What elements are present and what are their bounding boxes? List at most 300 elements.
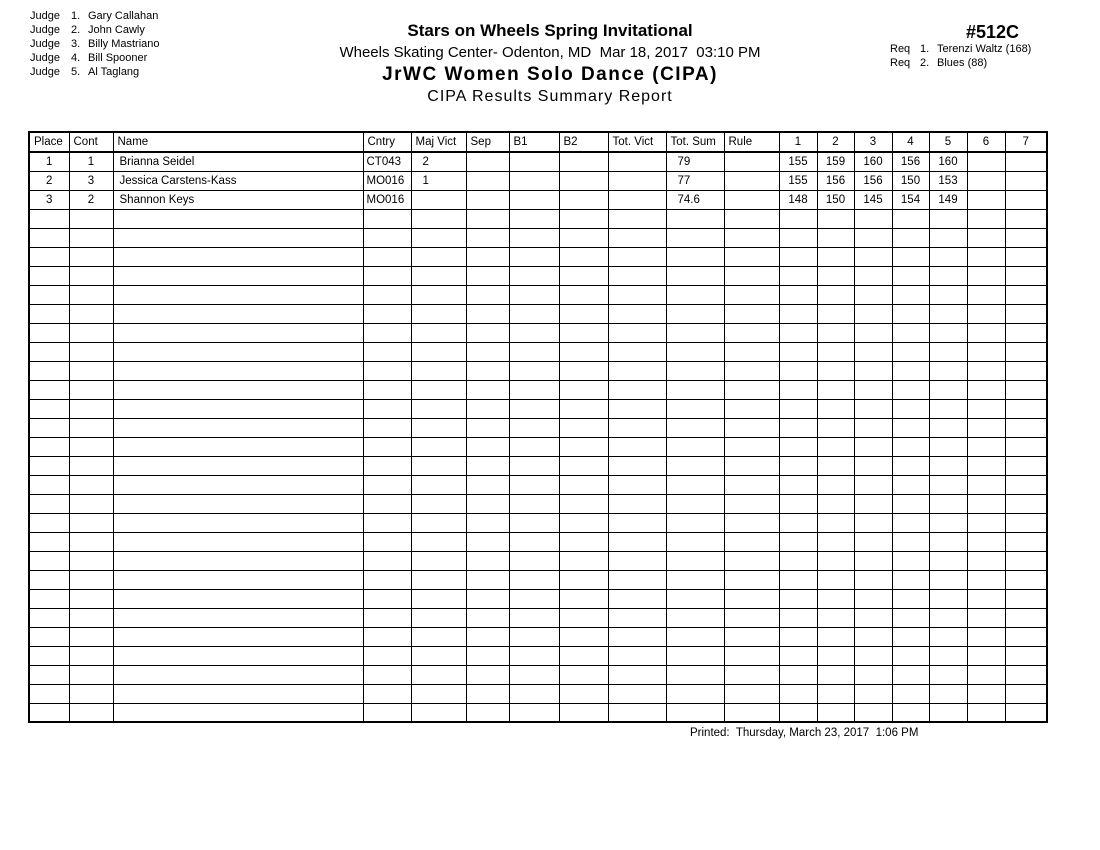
table-cell xyxy=(559,342,608,361)
table-cell xyxy=(69,570,113,589)
table-cell xyxy=(854,646,892,665)
table-cell xyxy=(817,342,854,361)
table-cell xyxy=(411,494,466,513)
judge-number: 4. xyxy=(71,52,81,64)
table-cell xyxy=(113,437,363,456)
table-cell xyxy=(724,646,779,665)
table-cell xyxy=(892,703,929,722)
table-cell xyxy=(817,361,854,380)
table-cell xyxy=(854,703,892,722)
table-cell xyxy=(929,627,967,646)
table-cell xyxy=(69,456,113,475)
table-cell xyxy=(779,342,817,361)
table-cell xyxy=(363,266,411,285)
table-cell xyxy=(929,532,967,551)
table-cell xyxy=(817,380,854,399)
empty-table-row xyxy=(29,513,1047,532)
table-cell xyxy=(967,703,1005,722)
table-cell xyxy=(929,646,967,665)
table-cell xyxy=(363,684,411,703)
req-label: Req xyxy=(890,57,911,69)
table-cell xyxy=(69,475,113,494)
table-cell xyxy=(113,703,363,722)
table-cell xyxy=(113,551,363,570)
table-cell: 1 xyxy=(411,171,466,190)
table-cell xyxy=(29,551,69,570)
table-cell xyxy=(69,228,113,247)
table-cell xyxy=(892,570,929,589)
table-cell xyxy=(113,323,363,342)
table-cell xyxy=(363,703,411,722)
table-cell xyxy=(854,665,892,684)
table-cell xyxy=(69,418,113,437)
column-header-cont: Cont xyxy=(69,132,113,152)
table-cell xyxy=(363,228,411,247)
table-cell xyxy=(29,608,69,627)
table-cell: 160 xyxy=(854,152,892,171)
table-cell xyxy=(69,494,113,513)
table-cell xyxy=(29,532,69,551)
table-cell xyxy=(363,494,411,513)
table-cell xyxy=(113,646,363,665)
table-cell xyxy=(967,570,1005,589)
table-cell xyxy=(608,399,666,418)
table-cell xyxy=(892,627,929,646)
table-cell xyxy=(466,456,509,475)
table-cell xyxy=(363,361,411,380)
table-cell xyxy=(559,608,608,627)
table-cell xyxy=(29,646,69,665)
column-header-4: 4 xyxy=(892,132,929,152)
empty-table-row xyxy=(29,285,1047,304)
empty-table-row xyxy=(29,475,1047,494)
table-cell xyxy=(854,228,892,247)
table-cell xyxy=(967,418,1005,437)
table-cell xyxy=(779,437,817,456)
table-cell xyxy=(666,570,724,589)
table-cell xyxy=(509,266,559,285)
table-cell xyxy=(817,475,854,494)
table-cell xyxy=(559,266,608,285)
table-cell xyxy=(1005,247,1047,266)
table-cell xyxy=(666,399,724,418)
table-cell xyxy=(1005,152,1047,171)
table-cell xyxy=(967,627,1005,646)
table-cell xyxy=(967,589,1005,608)
table-cell xyxy=(113,228,363,247)
table-cell xyxy=(466,646,509,665)
table-cell xyxy=(29,285,69,304)
table-cell xyxy=(113,418,363,437)
table-cell: 156 xyxy=(854,171,892,190)
table-cell xyxy=(69,532,113,551)
table-cell xyxy=(608,418,666,437)
table-cell xyxy=(466,399,509,418)
table-cell xyxy=(509,551,559,570)
table-cell xyxy=(29,323,69,342)
table-cell xyxy=(724,589,779,608)
table-cell xyxy=(724,247,779,266)
table-cell xyxy=(666,684,724,703)
table-cell xyxy=(779,380,817,399)
table-cell xyxy=(466,608,509,627)
table-cell xyxy=(466,437,509,456)
table-cell xyxy=(967,209,1005,228)
table-cell: 145 xyxy=(854,190,892,209)
table-cell xyxy=(854,475,892,494)
table-cell xyxy=(779,361,817,380)
table-cell xyxy=(509,342,559,361)
table-cell xyxy=(666,361,724,380)
table-cell xyxy=(817,570,854,589)
table-cell xyxy=(724,608,779,627)
table-cell xyxy=(411,266,466,285)
table-cell xyxy=(509,285,559,304)
table-cell xyxy=(724,323,779,342)
table-cell xyxy=(69,665,113,684)
results-table xyxy=(28,131,1048,723)
table-cell xyxy=(892,513,929,532)
table-cell xyxy=(509,570,559,589)
table-cell xyxy=(363,304,411,323)
table-cell xyxy=(666,646,724,665)
table-cell xyxy=(559,247,608,266)
table-cell xyxy=(1005,665,1047,684)
table-cell xyxy=(509,323,559,342)
table-cell xyxy=(817,437,854,456)
table-cell xyxy=(29,209,69,228)
column-header-tot-sum: Tot. Sum xyxy=(666,132,724,152)
empty-table-row xyxy=(29,247,1047,266)
table-cell xyxy=(1005,228,1047,247)
table-cell xyxy=(559,532,608,551)
judge-number: 1. xyxy=(71,10,81,22)
table-cell xyxy=(559,437,608,456)
table-cell xyxy=(854,608,892,627)
table-cell xyxy=(892,456,929,475)
table-cell xyxy=(1005,513,1047,532)
table-cell xyxy=(817,627,854,646)
table-cell xyxy=(854,209,892,228)
table-cell xyxy=(69,608,113,627)
table-cell xyxy=(817,228,854,247)
table-cell xyxy=(69,361,113,380)
table-cell xyxy=(411,380,466,399)
table-cell xyxy=(466,152,509,171)
venue-datetime: Wheels Skating Center- Odenton, MD Mar 18, 2017 03:10 PM xyxy=(339,44,761,61)
table-cell xyxy=(113,304,363,323)
table-cell xyxy=(69,380,113,399)
table-cell xyxy=(466,342,509,361)
table-cell xyxy=(779,209,817,228)
table-cell xyxy=(666,475,724,494)
table-cell xyxy=(29,228,69,247)
table-cell xyxy=(559,646,608,665)
table-cell xyxy=(1005,589,1047,608)
table-cell xyxy=(779,589,817,608)
table-cell xyxy=(466,665,509,684)
table-cell xyxy=(113,532,363,551)
table-cell xyxy=(29,247,69,266)
table-cell: 148 xyxy=(779,190,817,209)
table-cell xyxy=(411,247,466,266)
table-cell xyxy=(466,304,509,323)
table-cell xyxy=(724,266,779,285)
table-cell xyxy=(363,456,411,475)
table-cell xyxy=(892,494,929,513)
table-cell xyxy=(967,532,1005,551)
table-row xyxy=(29,152,1047,171)
table-cell xyxy=(608,570,666,589)
empty-table-row xyxy=(29,342,1047,361)
table-cell xyxy=(608,532,666,551)
table-cell xyxy=(411,627,466,646)
table-cell xyxy=(559,627,608,646)
table-cell xyxy=(1005,171,1047,190)
table-cell xyxy=(411,513,466,532)
table-cell: 2 xyxy=(29,171,69,190)
table-cell xyxy=(1005,608,1047,627)
table-cell xyxy=(411,570,466,589)
table-cell xyxy=(929,399,967,418)
table-cell xyxy=(69,589,113,608)
table-cell xyxy=(929,342,967,361)
req-number: 2. xyxy=(920,57,930,69)
table-cell xyxy=(967,361,1005,380)
table-cell xyxy=(466,228,509,247)
table-cell xyxy=(779,456,817,475)
table-cell xyxy=(608,285,666,304)
table-cell xyxy=(363,475,411,494)
table-cell xyxy=(817,608,854,627)
table-cell xyxy=(929,684,967,703)
table-cell xyxy=(817,703,854,722)
table-cell xyxy=(929,361,967,380)
table-cell xyxy=(29,304,69,323)
table-cell xyxy=(608,646,666,665)
table-cell xyxy=(29,437,69,456)
table-cell xyxy=(779,646,817,665)
table-cell xyxy=(559,361,608,380)
table-cell xyxy=(967,684,1005,703)
table-cell xyxy=(411,228,466,247)
table-cell xyxy=(967,399,1005,418)
table-cell xyxy=(466,361,509,380)
event-info-block xyxy=(890,22,1095,70)
table-cell xyxy=(608,684,666,703)
table-cell xyxy=(854,437,892,456)
table-cell xyxy=(29,266,69,285)
table-cell: 154 xyxy=(892,190,929,209)
table-cell: 3 xyxy=(69,171,113,190)
table-cell xyxy=(854,589,892,608)
table-cell xyxy=(724,570,779,589)
table-cell xyxy=(817,304,854,323)
table-cell: Jessica Carstens-Kass xyxy=(113,171,363,190)
table-cell xyxy=(411,532,466,551)
column-header-tot-vict: Tot. Vict xyxy=(608,132,666,152)
table-cell xyxy=(69,551,113,570)
table-cell xyxy=(411,684,466,703)
table-cell xyxy=(724,418,779,437)
table-cell xyxy=(608,703,666,722)
table-cell xyxy=(466,551,509,570)
table-cell xyxy=(854,399,892,418)
judge-name: Bill Spooner xyxy=(88,52,148,64)
table-cell xyxy=(779,551,817,570)
table-cell xyxy=(363,209,411,228)
judge-label: Judge xyxy=(30,10,60,22)
table-cell xyxy=(724,475,779,494)
table-cell xyxy=(608,665,666,684)
table-cell: 159 xyxy=(817,152,854,171)
table-cell xyxy=(559,323,608,342)
table-cell xyxy=(666,342,724,361)
table-cell xyxy=(69,399,113,418)
table-cell xyxy=(666,627,724,646)
table-cell xyxy=(967,456,1005,475)
table-cell xyxy=(608,456,666,475)
table-cell xyxy=(929,437,967,456)
table-cell xyxy=(29,475,69,494)
table-cell: 155 xyxy=(779,171,817,190)
table-cell xyxy=(779,608,817,627)
event-name: JrWC Women Solo Dance (CIPA) xyxy=(382,64,718,85)
table-cell xyxy=(509,475,559,494)
table-cell xyxy=(724,437,779,456)
table-cell xyxy=(666,380,724,399)
empty-table-row xyxy=(29,570,1047,589)
table-cell xyxy=(892,551,929,570)
table-cell xyxy=(817,209,854,228)
table-header-row xyxy=(29,132,1047,152)
table-cell xyxy=(113,570,363,589)
table-cell xyxy=(363,285,411,304)
empty-table-row xyxy=(29,456,1047,475)
table-cell xyxy=(411,665,466,684)
table-cell xyxy=(363,380,411,399)
table-cell xyxy=(666,513,724,532)
table-cell xyxy=(892,646,929,665)
table-cell xyxy=(608,304,666,323)
table-cell xyxy=(779,665,817,684)
table-cell xyxy=(666,589,724,608)
table-cell: 3 xyxy=(29,190,69,209)
table-cell xyxy=(608,475,666,494)
empty-table-row xyxy=(29,418,1047,437)
table-cell xyxy=(817,247,854,266)
table-cell xyxy=(509,380,559,399)
table-cell xyxy=(929,589,967,608)
table-cell xyxy=(1005,323,1047,342)
table-cell xyxy=(854,456,892,475)
table-cell: MO016 xyxy=(363,171,411,190)
table-cell: 155 xyxy=(779,152,817,171)
table-cell xyxy=(608,608,666,627)
column-header-1: 1 xyxy=(779,132,817,152)
table-cell xyxy=(363,608,411,627)
table-cell: MO016 xyxy=(363,190,411,209)
table-cell xyxy=(666,285,724,304)
table-cell xyxy=(929,608,967,627)
table-cell xyxy=(817,665,854,684)
table-cell xyxy=(559,475,608,494)
table-cell xyxy=(559,209,608,228)
req-text: Terenzi Waltz (168) xyxy=(937,43,1032,55)
table-cell xyxy=(559,513,608,532)
table-cell xyxy=(724,209,779,228)
table-cell xyxy=(724,228,779,247)
req-label: Req xyxy=(890,43,911,55)
table-cell xyxy=(817,456,854,475)
table-cell xyxy=(1005,532,1047,551)
table-cell xyxy=(967,513,1005,532)
empty-table-row xyxy=(29,627,1047,646)
table-cell xyxy=(892,475,929,494)
table-cell xyxy=(608,323,666,342)
empty-table-row xyxy=(29,665,1047,684)
table-cell xyxy=(69,342,113,361)
table-cell xyxy=(892,342,929,361)
table-cell xyxy=(779,228,817,247)
table-cell xyxy=(817,418,854,437)
table-cell xyxy=(724,304,779,323)
table-cell xyxy=(1005,475,1047,494)
table-cell xyxy=(29,684,69,703)
table-cell xyxy=(608,551,666,570)
table-cell xyxy=(817,551,854,570)
table-cell xyxy=(411,285,466,304)
table-cell xyxy=(559,570,608,589)
table-cell xyxy=(363,323,411,342)
empty-table-row xyxy=(29,532,1047,551)
table-cell xyxy=(1005,380,1047,399)
table-cell xyxy=(466,513,509,532)
table-cell xyxy=(69,703,113,722)
table-cell xyxy=(363,532,411,551)
table-cell xyxy=(892,266,929,285)
table-cell xyxy=(929,551,967,570)
table-cell xyxy=(69,323,113,342)
table-cell xyxy=(559,456,608,475)
table-cell xyxy=(69,437,113,456)
table-cell xyxy=(363,342,411,361)
table-cell xyxy=(559,380,608,399)
table-cell xyxy=(892,399,929,418)
table-cell xyxy=(854,627,892,646)
table-cell xyxy=(363,247,411,266)
table-cell xyxy=(608,190,666,209)
table-cell xyxy=(113,380,363,399)
table-cell xyxy=(113,627,363,646)
table-cell xyxy=(1005,399,1047,418)
table-cell xyxy=(363,589,411,608)
table-cell xyxy=(892,608,929,627)
judge-label: Judge xyxy=(30,66,60,78)
table-cell xyxy=(666,456,724,475)
table-cell xyxy=(967,247,1005,266)
table-cell xyxy=(113,684,363,703)
table-cell xyxy=(29,513,69,532)
table-cell xyxy=(817,399,854,418)
table-cell xyxy=(29,418,69,437)
table-cell xyxy=(559,285,608,304)
empty-table-row xyxy=(29,399,1047,418)
table-cell xyxy=(69,646,113,665)
table-cell xyxy=(466,532,509,551)
column-header-name: Name xyxy=(113,132,363,152)
table-cell xyxy=(29,665,69,684)
